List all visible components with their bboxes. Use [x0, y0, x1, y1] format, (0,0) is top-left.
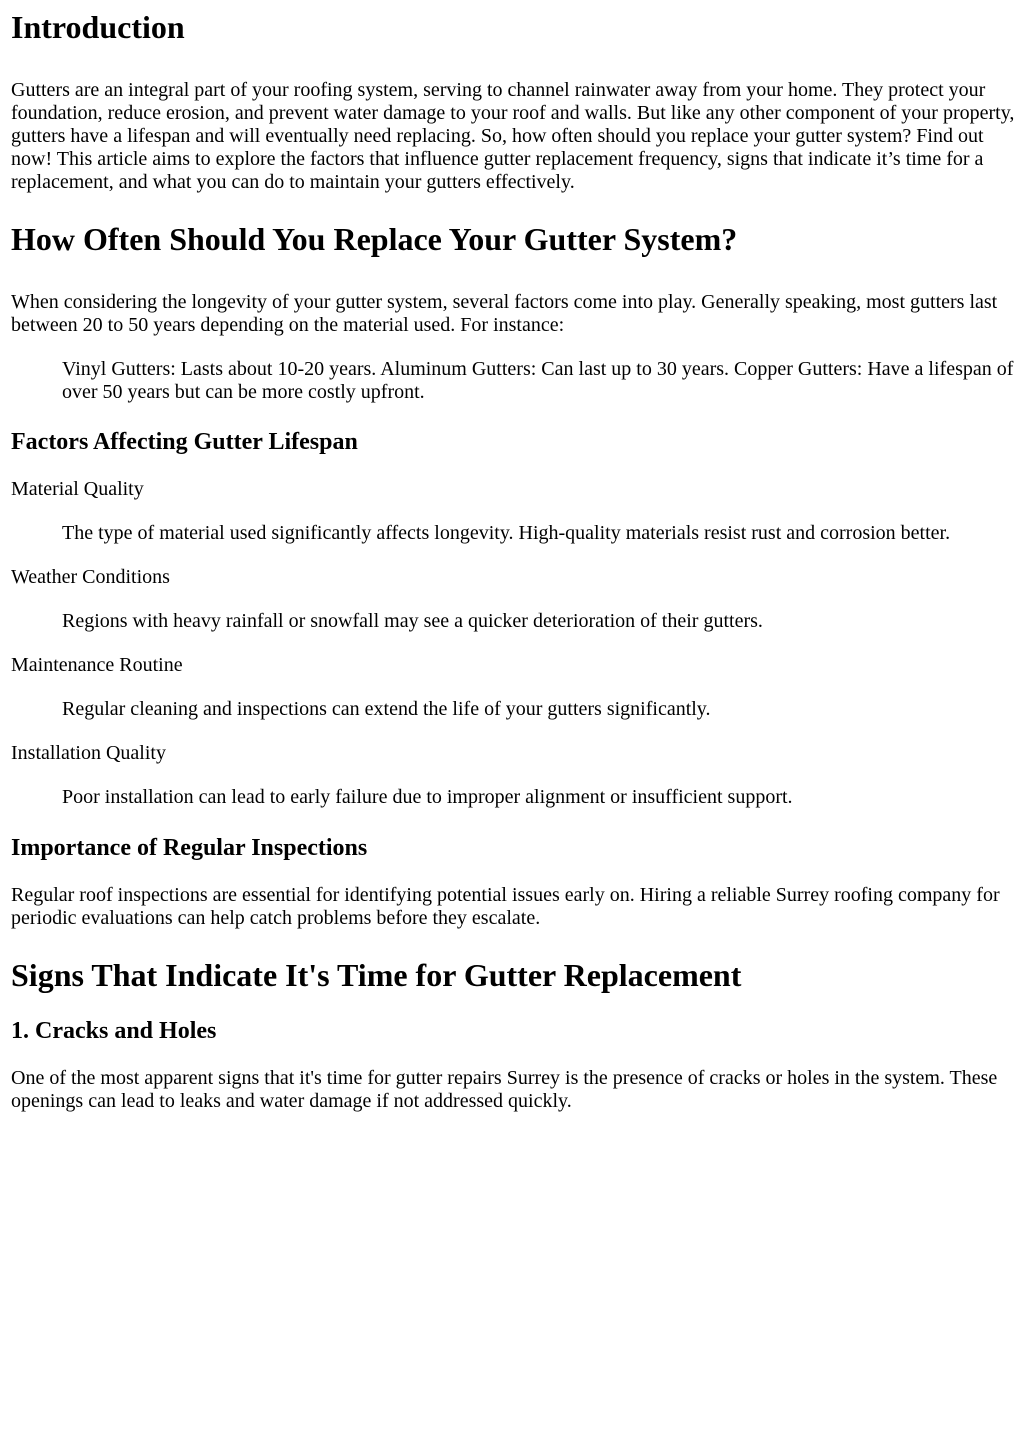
paragraph-introduction: Gutters are an integral part of your roofing system, serving to channel rainwater away from your home. They protect your foundation, reduce erosion, and prevent water damage to your roof and walls. But like any other component of your property, gutters have a lifespan and will eventually need replacing. So, how often should you replace your gutter system? Find out now! This article aims to explore the factors that influence gutter replacement frequency, signs that indicate it’s time for a replacement, and what you can do to maintain your gutters effectively. [11, 79, 1015, 193]
factor-title-material-quality: Material Quality [11, 478, 144, 500]
factor-desc-maintenance-routine: Regular cleaning and inspections can extend the life of your gutters significantly. [62, 698, 711, 720]
factor-desc-weather-conditions: Regions with heavy rainfall or snowfall may see a quicker deterioration of their gutters. [62, 610, 763, 632]
factor-title-maintenance-routine: Maintenance Routine [11, 654, 183, 676]
lifespans-quote: Vinyl Gutters: Lasts about 10-20 years. Aluminum Gutters: Can last up to 30 years. Copper Gutters: Have a lifespan of over 50 years but can be more costly upfront. [62, 358, 1014, 403]
factor-title-installation-quality: Installation Quality [11, 742, 166, 764]
article [11, 9, 1016, 1113]
factor-title-weather-conditions: Weather Conditions [11, 566, 170, 588]
heading-how-often: How Often Should You Replace Your Gutter System? [11, 221, 738, 257]
factor-desc-installation-quality: Poor installation can lead to early failure due to improper alignment or insufficient support. [62, 786, 793, 808]
heading-introduction: Introduction [11, 9, 185, 45]
heading-signs: Signs That Indicate It's Time for Gutter Replacement [11, 957, 742, 993]
paragraph-cracks-and-holes: One of the most apparent signs that it's time for gutter repairs Surrey is the presence of cracks or holes in the system. These openings can lead to leaks and water damage if not addressed quickly. [11, 1067, 998, 1112]
paragraph-how-often: When considering the longevity of your gutter system, several factors come into play. Generally speaking, most gutters last between 20 to 50 years depending on the material used. For instance: [11, 291, 998, 336]
heading-inspections: Importance of Regular Inspections [11, 835, 368, 861]
heading-cracks-and-holes: 1. Cracks and Holes [11, 1018, 217, 1044]
factor-desc-material-quality: The type of material used significantly affects longevity. High-quality materials resist rust and corrosion better. [62, 522, 951, 544]
paragraph-inspections: Regular roof inspections are essential for identifying potential issues early on. Hiring a reliable Surrey roofing company for periodic evaluations can help catch problems before they escalate. [11, 884, 1000, 929]
heading-factors: Factors Affecting Gutter Lifespan [11, 429, 358, 455]
